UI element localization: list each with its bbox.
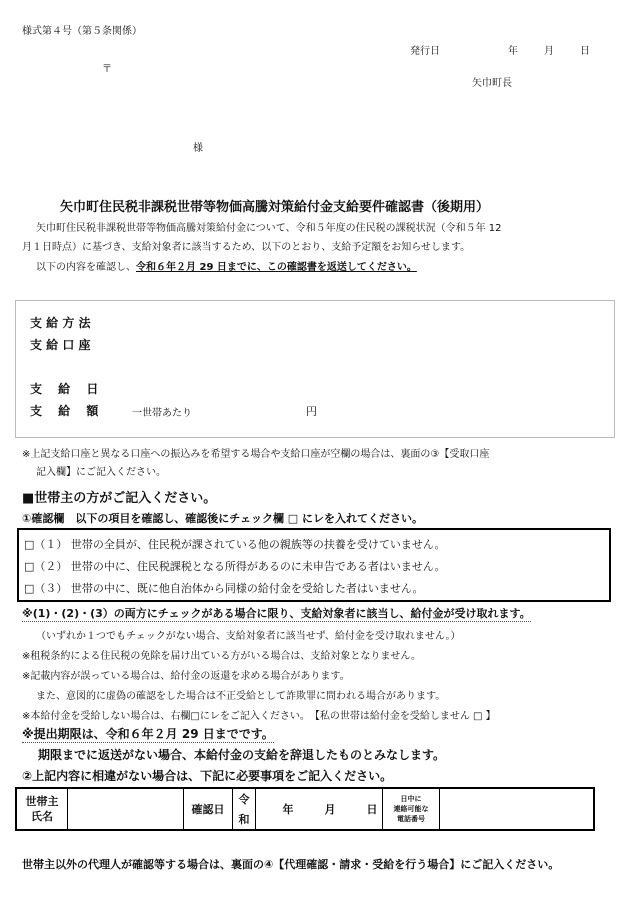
- confirm-date-label: 確認日: [184, 788, 233, 830]
- day-input-cell[interactable]: [340, 788, 362, 830]
- note-refund: ※記載内容が誤っている場合は、給付金の返還を求める場合があります。: [22, 671, 350, 682]
- check-item-2[interactable]: □（２） 世帯の中に、住民税課税となる所得があるのに未申告である者はいません。: [24, 560, 446, 573]
- intro-line-3-pre: 以下の内容を確認し、: [36, 262, 136, 273]
- section-head: ■世帯主の方がご記入ください。: [22, 491, 217, 506]
- name-label: 氏名: [31, 810, 53, 823]
- note-fraud: また、意図的に虚偽の確認をした場合は不正受給として詐欺罪に問われる場合があります。: [36, 691, 446, 702]
- check-section-head: ①確認欄 以下の項目を確認し、確認後にチェック欄 □ にレを入れてください。: [22, 512, 424, 525]
- yen-unit: 円: [306, 405, 317, 418]
- issuer: 矢巾町長: [472, 78, 512, 89]
- payment-date-label: 支 給 日: [30, 382, 99, 396]
- day-label: 日: [362, 788, 383, 830]
- era-wa: 和: [233, 809, 256, 830]
- per-household-label: 一世帯あたり: [132, 408, 192, 419]
- year-input-cell[interactable]: [256, 788, 279, 830]
- account-note-line-2: 記入欄】にご記入ください。: [36, 467, 166, 478]
- note-decline[interactable]: ※本給付金を受給しない場合は、右欄□にレをご記入ください。 【私の世帯は給付金を受給しません □ 】: [22, 711, 496, 722]
- payment-method-label: 支 給 方 法: [30, 316, 91, 330]
- account-note-line-1: ※上記支給口座と異なる口座への振込みを希望する場合や支給口座が空欄の場合は、裏面の③【受取口座: [22, 449, 490, 460]
- phone-label-cell: [383, 788, 440, 830]
- intro-line-3: [36, 258, 417, 273]
- era-rei: 令: [233, 788, 256, 809]
- month-input-cell[interactable]: [298, 788, 320, 830]
- householder-table: [15, 787, 595, 831]
- deadline-consequence: 期限までに返送がない場合、本給付金の支給を辞退したものとみなします。: [38, 748, 446, 762]
- submission-deadline: ※提出期限は、令和６年２月 29 日までです。: [22, 727, 274, 741]
- name-input-cell[interactable]: [68, 788, 184, 830]
- issue-date-label: 発行日: [410, 46, 440, 57]
- honorific: 様: [193, 143, 203, 154]
- form-number: 様式第４号（第５条関係）: [22, 26, 142, 37]
- note-eligibility: ※(1)・(2)・(3）の両方にチェックがある場合に限り、支給対象者に該当し、給付金が受け取れます。: [22, 607, 531, 620]
- document-title: 矢巾町住民税非課税世帯等物価高騰対策給付金支給要件確認書（後期用）: [60, 200, 490, 215]
- note-not-eligible: （いずれか１つでもチェックがない場合、支給対象者に該当せず、給付金を受け取れません。）: [36, 631, 461, 642]
- phone-label-2: 連絡可能な: [393, 805, 429, 813]
- householder-label-cell: [16, 788, 68, 830]
- check-item-3[interactable]: □（３） 世帯の中に、既に他自治体から同様の給付金を受給した者はいません。: [24, 582, 424, 595]
- phone-input-cell[interactable]: [440, 788, 595, 830]
- issue-year: 年: [508, 46, 518, 57]
- householder-label: 世帯主: [25, 795, 59, 808]
- intro-line-1: 矢巾町住民税非課税世帯等物価高騰対策給付金について、令和５年度の住民税の課税状況（令和５年 12: [36, 223, 502, 234]
- issue-day: 日: [580, 46, 590, 57]
- payment-amount-label: 支 給 額: [30, 404, 99, 418]
- month-label: 月: [320, 788, 340, 830]
- issue-month: 月: [544, 46, 554, 57]
- proxy-note: 世帯主以外の代理人が確認等する場合は、裏面の④【代理確認・請求・受給を行う場合】にご記入ください。: [22, 858, 560, 871]
- year-label: 年: [278, 788, 298, 830]
- section-2-head: ②上記内容に相違がない場合は、下記に必要事項をご記入ください。: [22, 769, 393, 783]
- payment-account-label: 支 給 口 座: [30, 338, 91, 352]
- phone-label-1: 日中に: [400, 795, 422, 803]
- intro-line-2: 月１日時点）に基づき、支給対象者に該当するため、以下のとおり、支給予定額をお知らせします。: [22, 242, 471, 253]
- check-item-1[interactable]: □（１） 世帯の全員が、住民税が課されている他の親族等の扶養を受けていません。: [24, 538, 446, 551]
- phone-label-3: 電話番号: [397, 815, 425, 823]
- return-deadline: 令和６年２月 29 日までに、この確認書を返送してください。: [136, 262, 417, 273]
- postal-mark: 〒: [102, 64, 112, 75]
- note-tax-treaty: ※租税条約による住民税の免除を届け出ている方がいる場合は、支給対象となりません。: [22, 651, 421, 662]
